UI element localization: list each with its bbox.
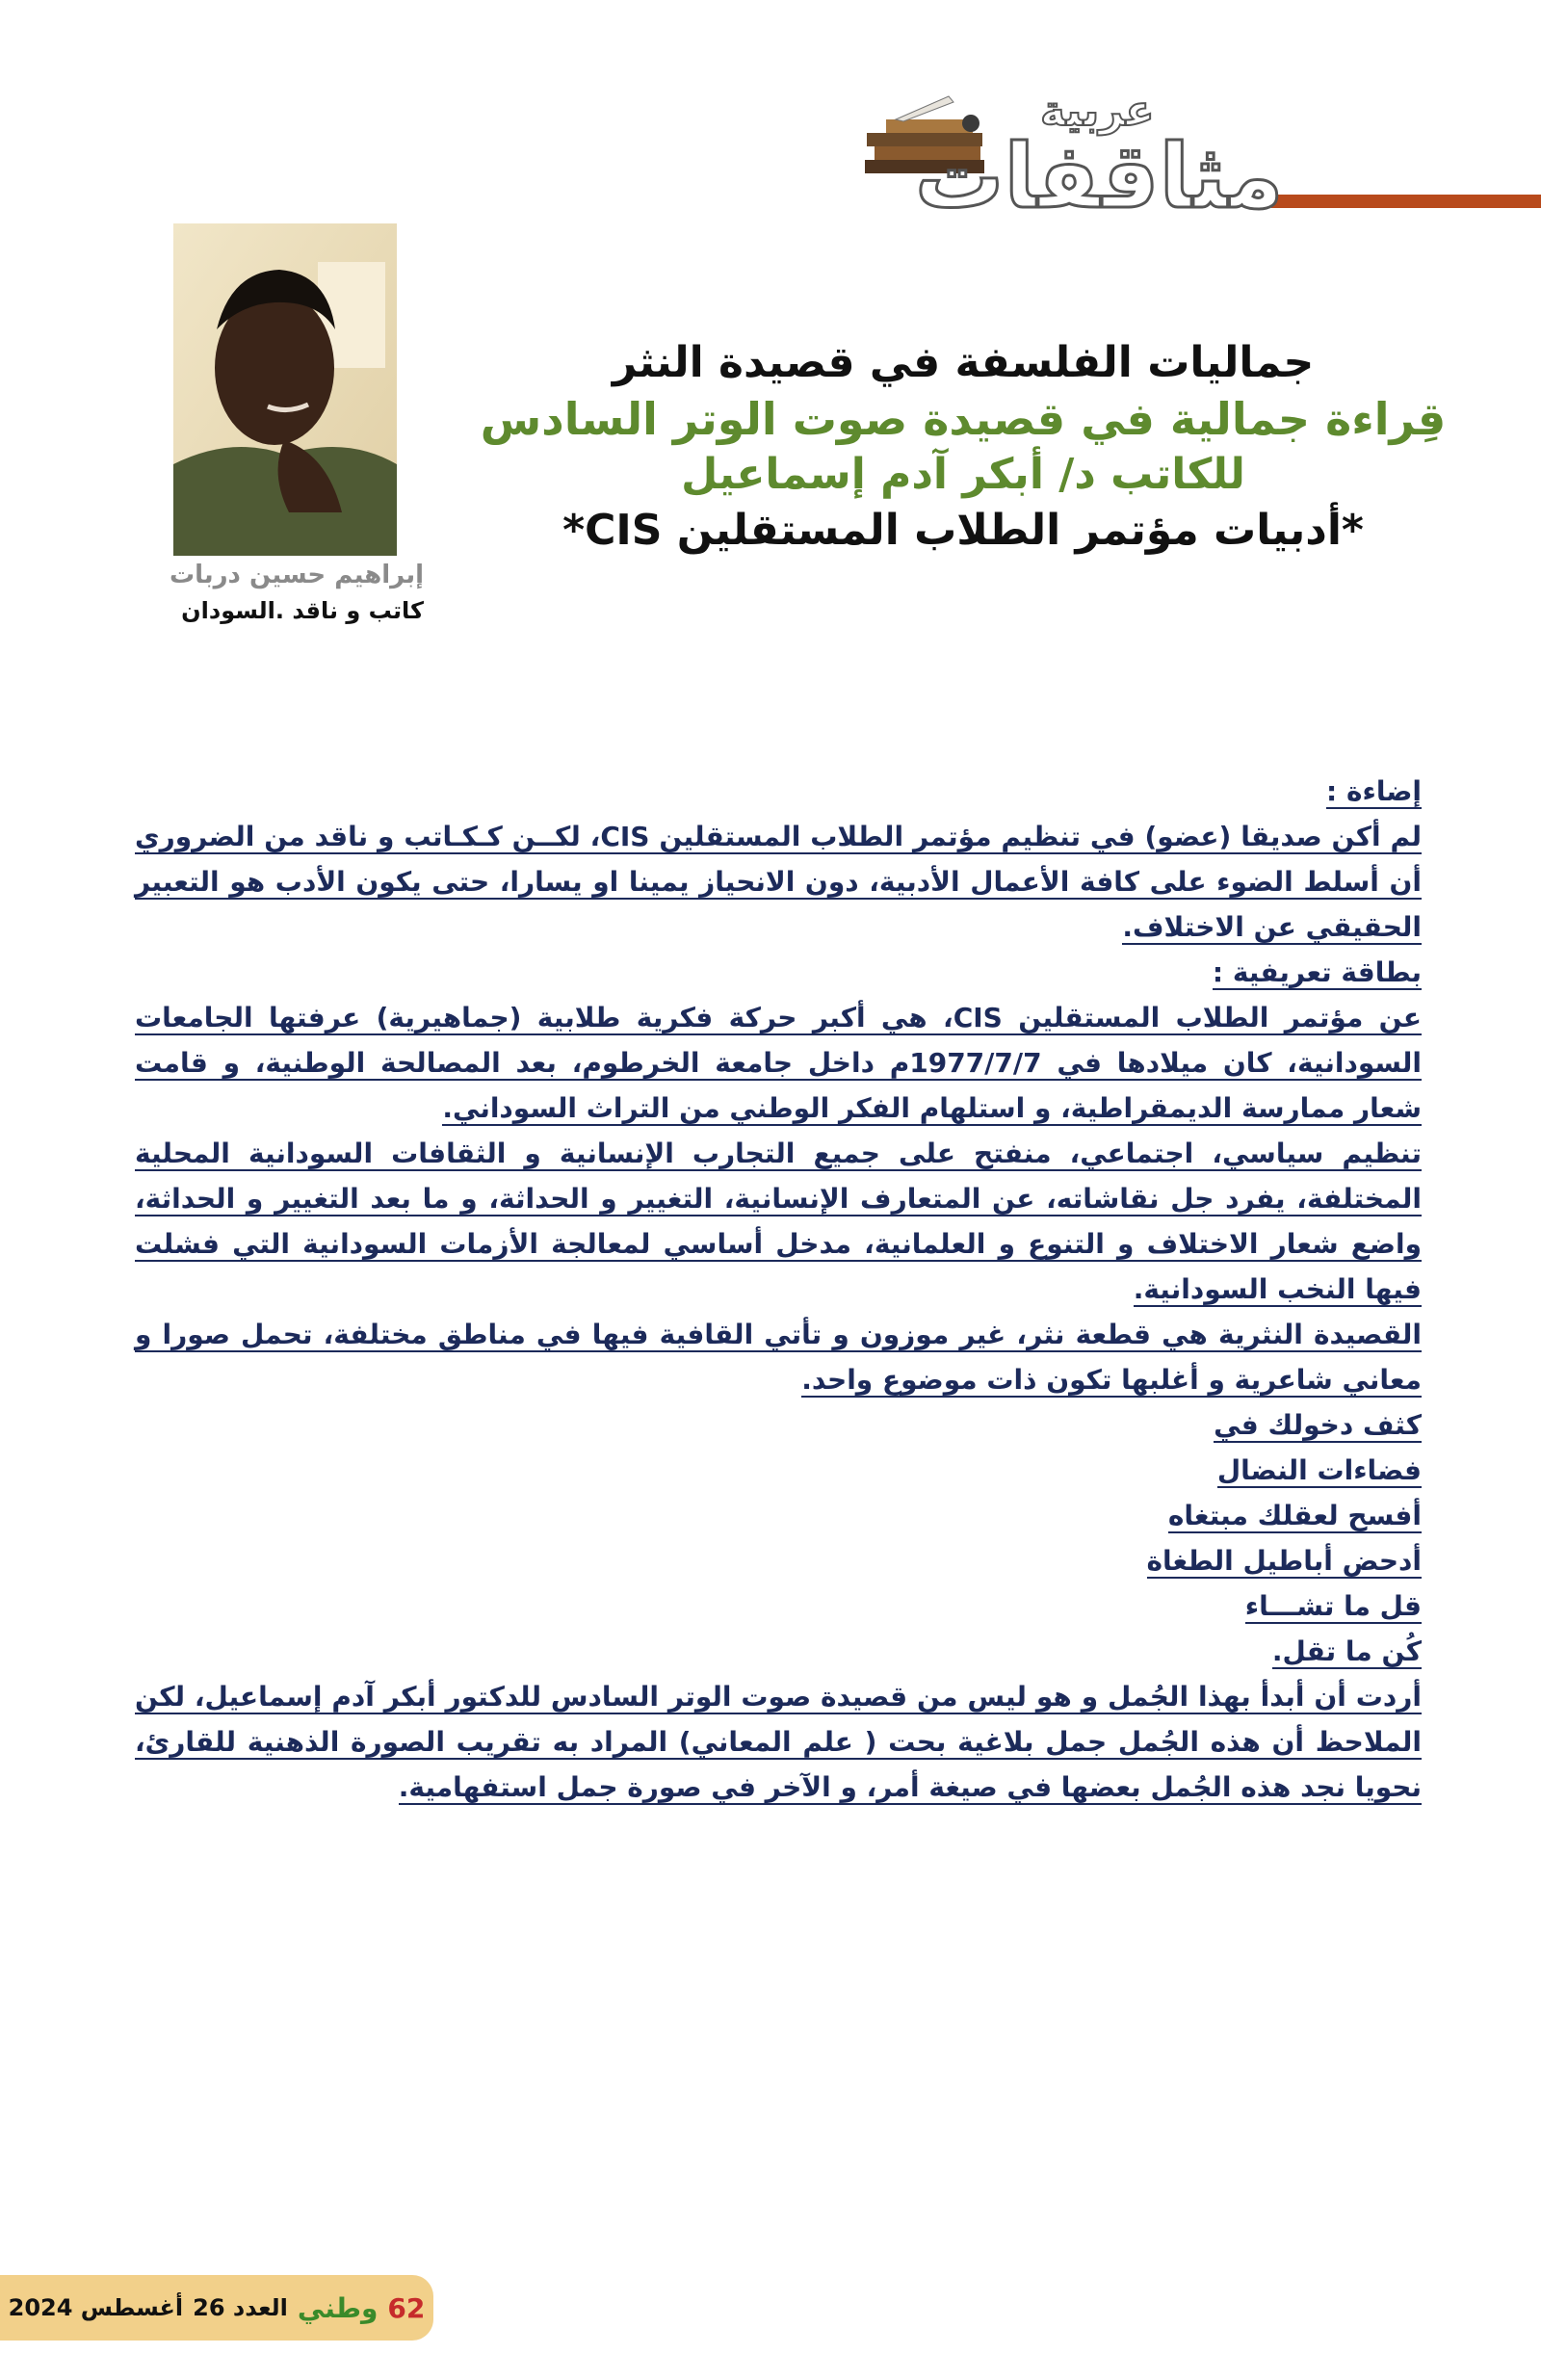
masthead-subtitle: عربية — [1040, 87, 1155, 136]
poem-line: فضاءات النضال — [1216, 1454, 1422, 1486]
heading-idaa: إضاءة : — [1326, 775, 1422, 807]
heading-card: بطاقة تعريفية : — [1212, 956, 1422, 988]
poem-line: قل ما تشـــاء — [1244, 1590, 1422, 1622]
issue-number: العدد 26 — [193, 2294, 288, 2321]
paragraph-about-cis: عن مؤتمر الطلاب المستقلين CIS، هي أكبر حركة فكرية طلابية (جماهيرية) عرفتها الجامعات السودانية، كان ميلادها في 1977/7/7م داخل جامعة الخرطوم، بعد المصالحة الوطنية، و قامت شعار ممارسة الديمقراطية، و استلهام الفكر الوطني من التراث السوداني. — [135, 1002, 1422, 1124]
paragraph-prose-poem: القصيدة النثرية هي قطعة نثر، غير موزون و تأتي القافية فيها في مناطق مختلفة، تحمل صورا و معاني شاعرية و أغلبها تكون ذات موضوع واحد. — [135, 1319, 1422, 1396]
masthead-rule — [1271, 195, 1541, 208]
paragraph-intro: لم أكن صديقا (عضو) في تنظيم مؤتمر الطلاب المستقلين CIS، لكــن كـكـاتب و ناقد من الضروري أن أسلط الضوء على كافة الأعمال الأدبية، دون الانحياز يمينا او يسارا، حتى يكون الأدب هو التعبير الحقيقي عن الاختلاف. — [135, 821, 1422, 943]
poem-line: كثف دخولك في — [1214, 1409, 1422, 1441]
page-number: 62 — [387, 2291, 426, 2324]
subtitle-cis: *أدبيات مؤتمر الطلاب المستقلين CIS* — [562, 506, 1364, 555]
main-title: جماليات الفلسفة في قصيدة النثر — [612, 338, 1315, 387]
footer-badge — [0, 2275, 433, 2341]
poem-line: أفسح لعقلك مبتغاه — [1167, 1500, 1422, 1531]
issue-date: أغسطس 2024 — [8, 2294, 184, 2321]
paragraph-analysis: أردت أن أبدأ بهذا الجُمل و هو ليس من قصيدة صوت الوتر السادس للدكتور أبكر آدم إسماعيل، لكن الملاحظ أن هذه الجُمل جمل بلاغية بحت ( علم المعاني) المراد به تقريب الصورة الذهنية للقارئ، نحويا نجد هذه الجُمل بعضها في صيغة أمر، و الآخر في صورة جمل استفهامية. — [135, 1681, 1422, 1803]
subtitle-author: للكاتب د/ أبكر آدم إسماعيل — [681, 450, 1245, 499]
author-photo — [173, 223, 397, 556]
author-role: كاتب و ناقد .السودان — [181, 597, 424, 624]
poem-line: أدحض أباطيل الطغاة — [1146, 1545, 1422, 1577]
masthead — [751, 87, 1541, 231]
subtitle-reading: قِراءة جمالية في قصيدة صوت الوتر السادس — [480, 393, 1447, 445]
poem-line: كُن ما تقل. — [1271, 1635, 1422, 1667]
footer-brand: وطني — [297, 2291, 379, 2324]
article-body — [135, 769, 1422, 1810]
paragraph-organization: تنظيم سياسي، اجتماعي، منفتح على جميع التجارب الإنسانية و الثقافات السودانية المحلية المختلفة، يفرد جل نقاشاته، عن المتعارف الإنسانية، التغيير و الحداثة، و ما بعد التغيير و الحداثة، واضع شعار الاختلاف و التنوع و العلمانية، مدخل أساسي لمعالجة الأزمات السودانية التي فشلت فيها النخب السودانية. — [135, 1138, 1422, 1305]
article-titles — [462, 335, 1464, 559]
masthead-title: مثاقفات — [915, 125, 1284, 228]
author-name: إبراهيم حسين دربات — [169, 561, 424, 589]
